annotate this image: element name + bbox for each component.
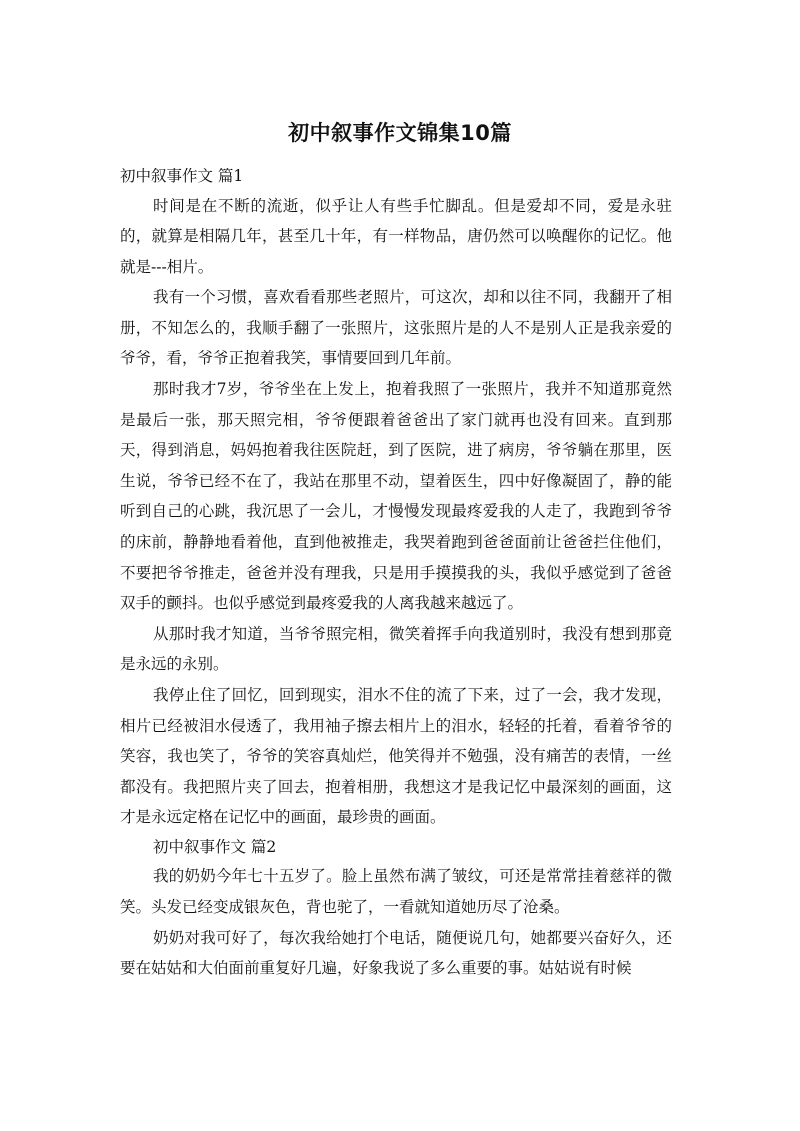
section-heading: 初中叙事作文 篇1: [120, 167, 244, 185]
paragraph: 那时我才7岁，爷爷坐在上发上，抱着我照了一张照片，我并不知道那竟然是最后一张，那天照完相，爷爷便跟着爸爸出了家门就再也没有回来。直到那天，得到消息，妈妈抱着我往医院赶，到了医院，进了病房，爷爷躺在那里，医生说，爷爷已经不在了，我站在那里不动，望着医生，四中好像凝固了，静的能听到自己的心跳，我沉思了一会儿，才慢慢发现最疼爱我的人走了，我跑到爷爷的床前，静静地看着他，直到他被推走，我哭着跑到爸爸面前让爸爸拦住他们，不要把爷爷推走，爸爸并没有理我，只是用手摸摸我的头，我似乎感觉到了爸爸双手的颤抖。也似乎感觉到最疼爱我的人离我越来越远了。: [120, 380, 672, 613]
paragraph: 时间是在不断的流逝，似乎让人有些手忙脚乱。但是爱却不同，爱是永驻的，就算是相隔几年，甚至几十年，有一样物品，唐仍然可以唤醒你的记忆。他就是---相片。: [120, 196, 672, 276]
section-heading: 初中叙事作文 篇2: [153, 837, 277, 856]
paragraph: 我停止住了回忆，回到现实，泪水不住的流了下来，过了一会，我才发现，相片已经被泪水侵透了，我用袖子擦去相片上的泪水，轻轻的托着，看着爷爷的笑容，我也笑了，爷爷的笑容真灿烂，他笑得并不勉强，没有痛苦的表情，一丝都没有。我把照片夹了回去，抱着相册，我想这才是我记忆中最深刻的画面，这才是永远定格在记忆中的画面，最珍贵的画面。: [120, 686, 672, 827]
paragraph: 从那时我才知道，当爷爷照完相，微笑着挥手向我道别时，我没有想到那竟是永远的永别。: [120, 624, 672, 674]
paragraph: 我的奶奶今年七十五岁了。脸上虽然布满了皱纹，可还是常常挂着慈祥的微笑。头发已经变成银灰色，背也驼了，一看就知道她历尽了沧桑。: [120, 867, 672, 917]
paragraph: 奶奶对我可好了，每次我给她打个电话，随便说几句，她都要兴奋好久，还要在姑姑和大伯面前重复好几遍，好象我说了多么重要的事。姑姑说有时候: [120, 928, 672, 978]
document-title: 初中叙事作文锦集10篇: [288, 121, 512, 145]
document-body: [120, 162, 672, 984]
paragraph: 我有一个习惯，喜欢看看那些老照片，可这次，却和以往不同，我翻开了相册，不知怎么的，我顺手翻了一张照片，这张照片是的人不是别人正是我亲爱的爷爷，看，爷爷正抱着我笑，事情要回到几年前。: [120, 288, 672, 368]
